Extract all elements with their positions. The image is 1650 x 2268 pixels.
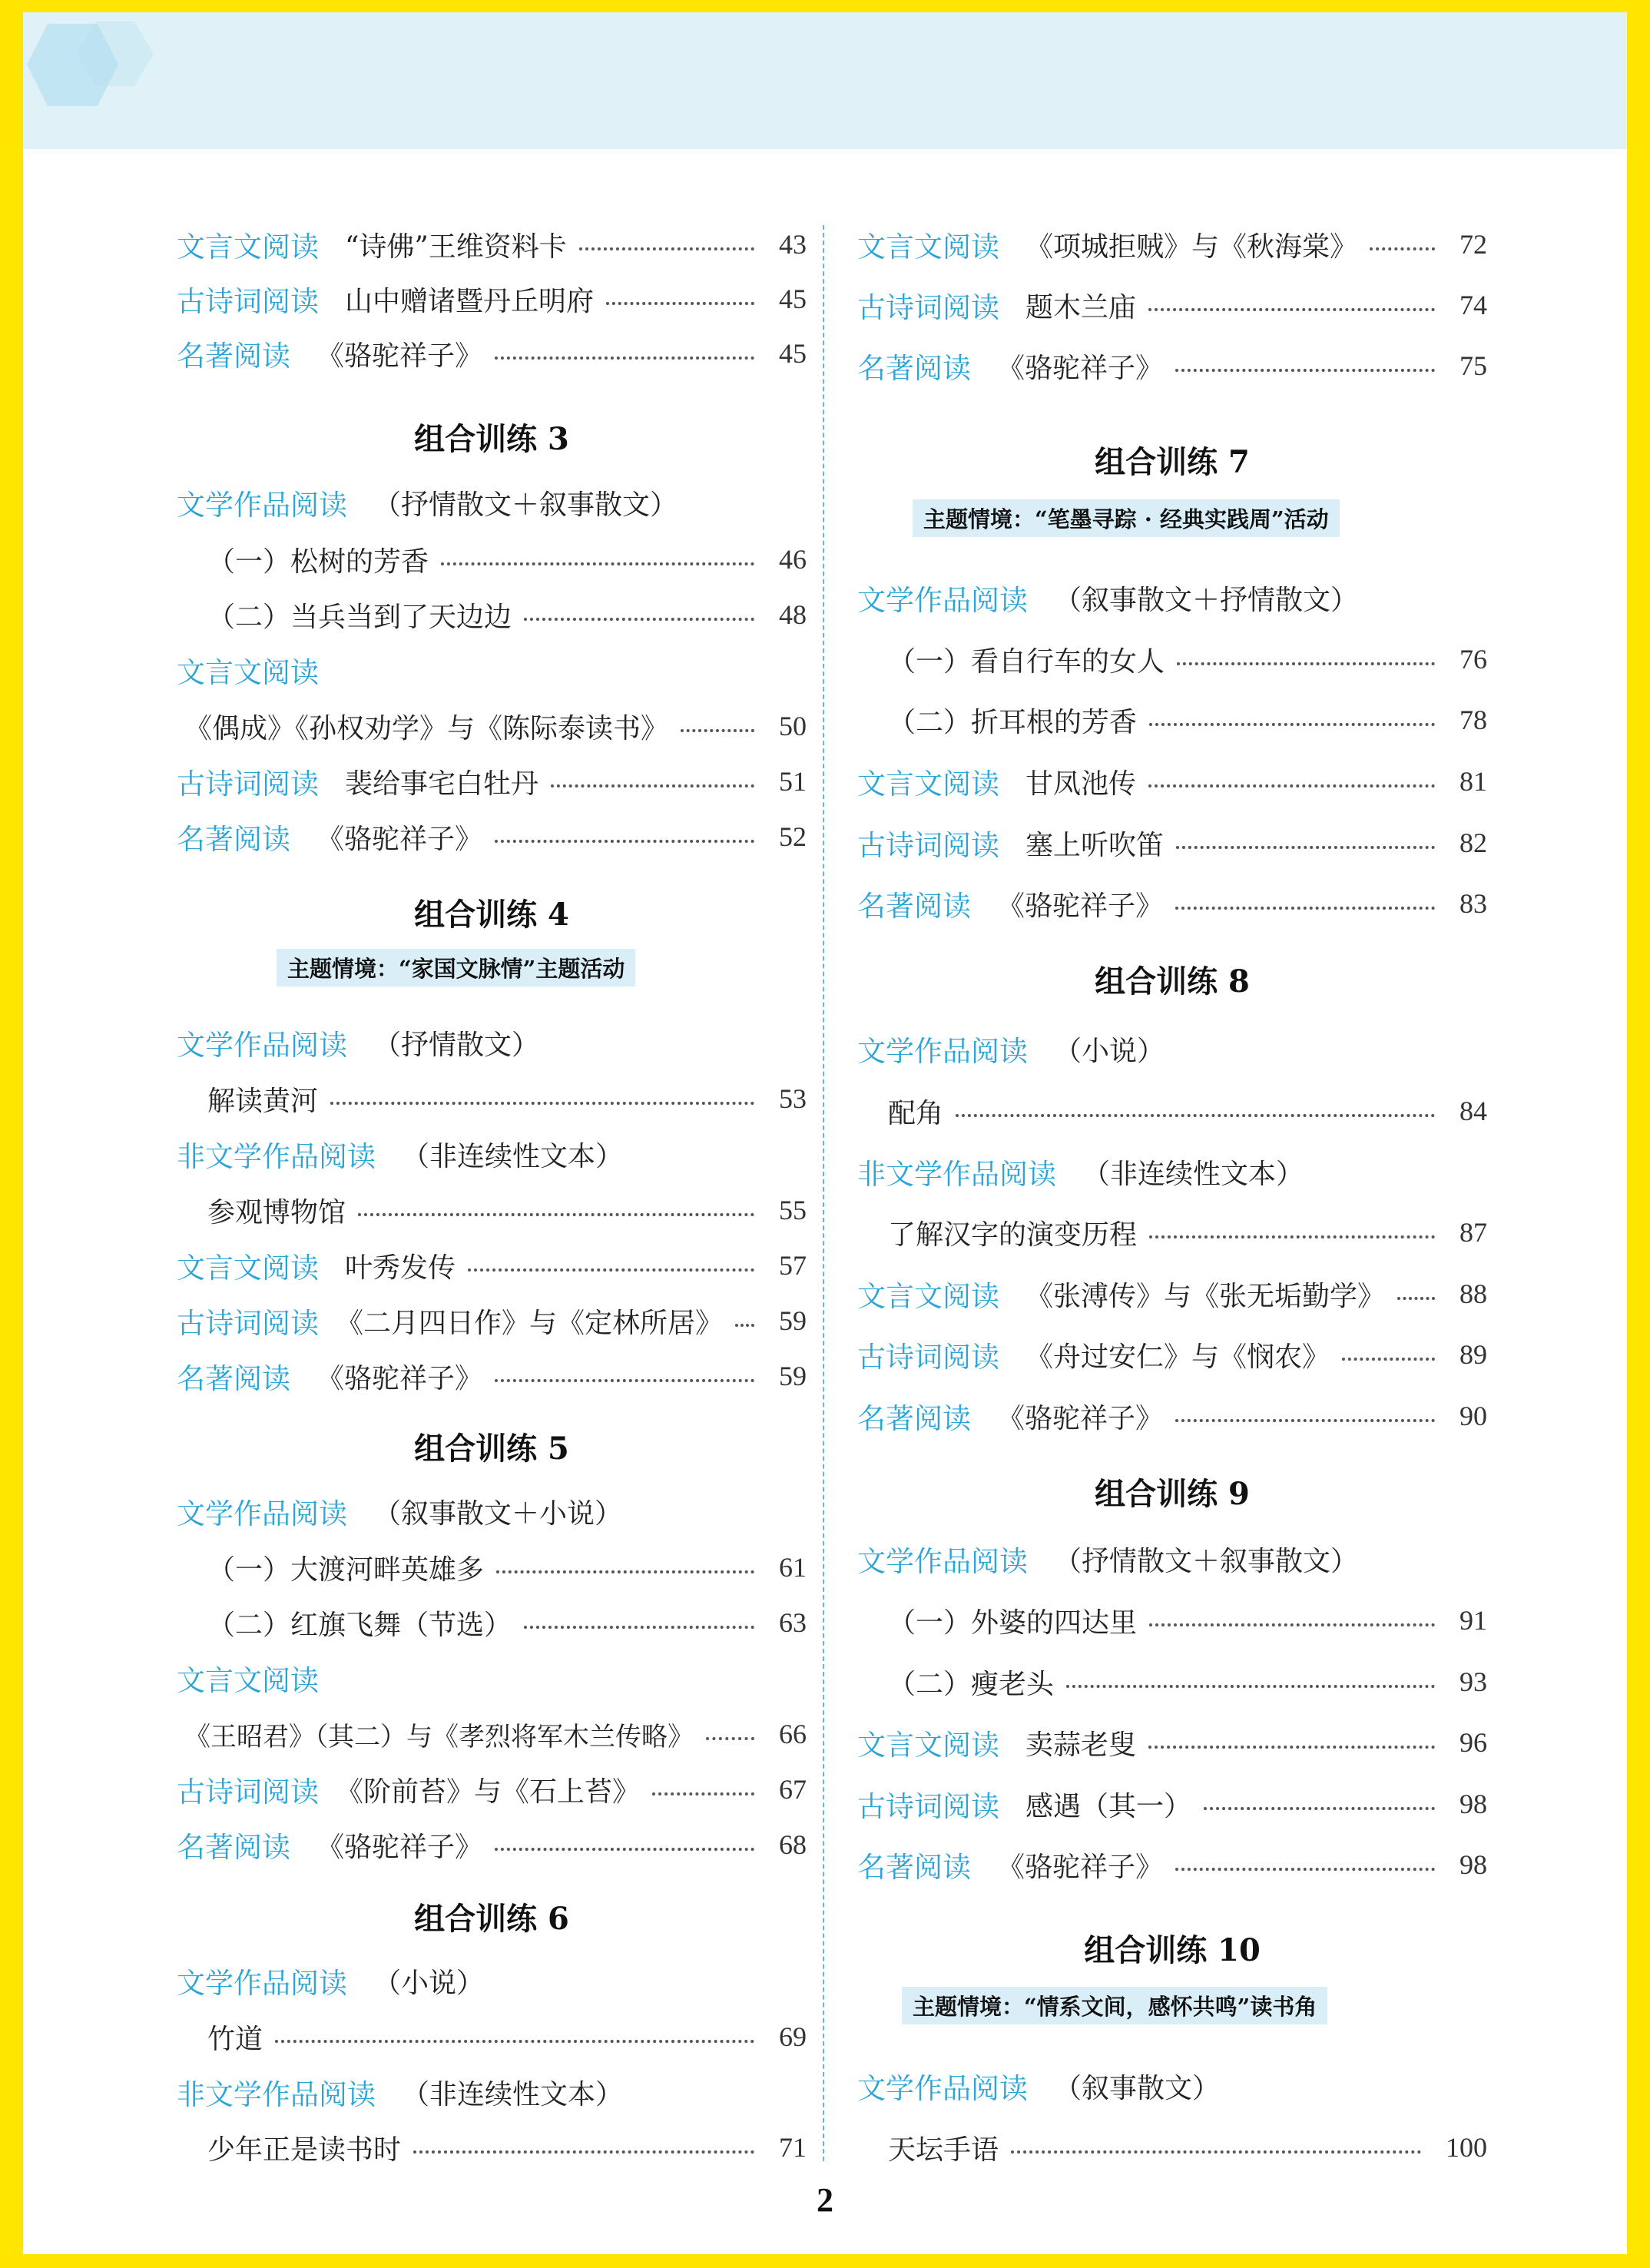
category-label: 名著阅读: [857, 352, 971, 385]
leader-dots: [1148, 1746, 1435, 1749]
entry-title: （二）当兵当到了天边边: [207, 601, 512, 633]
page-ref: 96: [1459, 1727, 1487, 1758]
leader-dots: [579, 247, 754, 250]
category-label: 古诗词阅读: [177, 285, 319, 318]
page-ref: 98: [1459, 1789, 1487, 1819]
toc-entry[interactable]: [177, 1709, 807, 1759]
page-ref: 46: [779, 544, 807, 575]
category-label: 名著阅读: [177, 1362, 290, 1395]
page-ref: 43: [779, 229, 807, 260]
toc-entry[interactable]: [857, 280, 1487, 330]
leader-dots: [441, 562, 754, 565]
toc-entry[interactable]: [177, 329, 807, 378]
entry-title: 《舟过安仁》与《悯农》: [1025, 1341, 1330, 1373]
category-label: 名著阅读: [857, 1402, 971, 1435]
leader-dots: [468, 1268, 754, 1272]
toc-entry[interactable]: [177, 535, 807, 584]
category-label: 古诗词阅读: [857, 829, 999, 862]
page-ref: 72: [1459, 229, 1487, 260]
genre-note: （非连续性文本）: [402, 1140, 624, 1172]
leader-dots: [956, 1114, 1435, 1117]
entry-title: 塞上听吹笛: [1025, 829, 1165, 861]
category-label: 古诗词阅读: [177, 768, 319, 801]
header-band: [23, 12, 1627, 149]
category-label: 古诗词阅读: [857, 1341, 999, 1374]
page-ref: 53: [779, 1083, 807, 1114]
leader-dots: [495, 1379, 754, 1382]
genre-note: （小说）: [1054, 1035, 1165, 1067]
toc-entry[interactable]: [857, 1596, 1487, 1645]
toc-entry[interactable]: [177, 1351, 807, 1401]
category-label: 文学作品阅读: [857, 1035, 1028, 1068]
toc-entry[interactable]: [177, 1765, 807, 1814]
leader-dots: [1370, 247, 1435, 250]
page-ref: 48: [779, 599, 807, 630]
leader-dots: [1204, 1807, 1435, 1810]
entry-title: （一）松树的芳香: [207, 545, 429, 578]
toc-entry[interactable]: [857, 879, 1487, 928]
toc-entry[interactable]: [177, 1241, 807, 1290]
leader-dots: [1066, 1685, 1435, 1688]
page-ref: 98: [1459, 1849, 1487, 1880]
leader-dots: [1176, 846, 1435, 849]
genre-note: （叙事散文）: [1054, 2072, 1221, 2104]
page-ref: 89: [1459, 1339, 1487, 1370]
leader-dots: [606, 302, 754, 305]
entry-title: 感遇（其一）: [1025, 1790, 1192, 1822]
toc-entry[interactable]: [857, 1330, 1487, 1379]
category-label: 文学作品阅读: [857, 1545, 1028, 1578]
entry-title: （二）红旗飞舞（节选）: [207, 1609, 512, 1641]
leader-dots: [495, 356, 754, 360]
entry-title: 《项城拒贼》与《秋海棠》: [1025, 230, 1358, 263]
entry-title: “诗佛”王维资料卡: [345, 230, 567, 263]
entry-title: 《偶成》《孙权劝学》与《陈际泰读书》: [184, 712, 669, 744]
toc-entry[interactable]: [177, 1185, 807, 1235]
toc-entry[interactable]: [857, 695, 1487, 744]
toc-entry[interactable]: [177, 590, 807, 639]
page-ref: 87: [1459, 1217, 1487, 1248]
toc-category: [177, 645, 807, 695]
leader-dots: [1342, 1358, 1435, 1361]
leader-dots: [1175, 369, 1435, 372]
section-heading: 组合训练 7: [1095, 444, 1250, 480]
toc-entry[interactable]: [177, 220, 807, 269]
page-ref: 83: [1459, 888, 1487, 919]
toc-entry[interactable]: [177, 1296, 807, 1345]
toc-entry[interactable]: [177, 274, 807, 323]
toc-entry[interactable]: [857, 341, 1487, 390]
toc-entry[interactable]: [857, 1779, 1487, 1829]
category-label: 名著阅读: [177, 340, 290, 373]
page-ref: 59: [779, 1361, 807, 1391]
leader-dots: [358, 1213, 754, 1216]
category-label: 名著阅读: [857, 1851, 971, 1884]
theme-banner: 主题情境：“情系文间，感怀共鸣”读书角: [902, 1987, 1327, 2024]
genre-note: （叙事散文＋小说）: [373, 1497, 623, 1530]
entry-title: 《骆驼祥子》: [316, 823, 483, 855]
category-label: 名著阅读: [857, 890, 971, 923]
page-ref: 74: [1459, 290, 1487, 320]
toc-entry[interactable]: [177, 2012, 807, 2061]
page: [23, 12, 1627, 2254]
genre-note: （叙事散文＋抒情散文）: [1054, 584, 1359, 616]
toc-entry[interactable]: [177, 1820, 807, 1869]
page-ref: 90: [1459, 1401, 1487, 1431]
page-ref: 63: [779, 1607, 807, 1638]
toc-category: [177, 478, 807, 527]
leader-dots: [1149, 1623, 1435, 1626]
toc-category: [857, 573, 1487, 622]
entry-title: 《王昭君》（其二）与《孝烈将军木兰传略》: [184, 1721, 694, 1752]
category-label: 文言文阅读: [857, 1280, 999, 1313]
entry-title: 《骆驼祥子》: [997, 1851, 1164, 1883]
entry-title: 天坛手语: [888, 2134, 999, 2166]
toc-entry[interactable]: [857, 1086, 1487, 1136]
entry-title: （二）折耳根的芳香: [888, 706, 1138, 738]
category-label: 古诗词阅读: [857, 1790, 999, 1823]
genre-note: （抒情散文＋叙事散文）: [1054, 1545, 1359, 1577]
entry-title: 甘凤池传: [1025, 768, 1137, 800]
leader-dots: [524, 618, 754, 621]
toc-entry[interactable]: [857, 818, 1487, 867]
toc-category: [177, 1956, 807, 2005]
category-label: 非文学作品阅读: [177, 2078, 376, 2111]
leader-dots: [330, 1102, 754, 1105]
section-heading: 组合训练 9: [1095, 1476, 1250, 1512]
page-number: 2: [817, 2181, 833, 2219]
entry-title: 《骆驼祥子》: [997, 1402, 1164, 1434]
toc-entry[interactable]: [857, 757, 1487, 806]
page-ref: 75: [1459, 350, 1487, 381]
toc-category: [857, 1024, 1487, 1073]
toc-entry[interactable]: [177, 812, 807, 861]
page-ref: 59: [779, 1305, 807, 1336]
leader-dots: [681, 729, 754, 732]
theme-banner: 主题情境：“笔墨寻踪 · 经典实践周”活动: [913, 499, 1340, 537]
toc-category: [857, 1534, 1487, 1583]
category-label: 文言文阅读: [857, 230, 999, 264]
category-label: 非文学作品阅读: [177, 1140, 376, 1173]
leader-dots: [1149, 1235, 1435, 1238]
genre-note: （抒情散文）: [373, 1029, 540, 1061]
entry-title: 少年正是读书时: [207, 2134, 402, 2166]
page-ref: 57: [779, 1250, 807, 1281]
leader-dots: [1397, 1297, 1435, 1300]
page-ref: 45: [779, 338, 807, 369]
entry-title: 竹道: [207, 2023, 263, 2055]
page-ref: 50: [779, 711, 807, 741]
category-label: 文学作品阅读: [857, 2072, 1028, 2105]
section-heading: 组合训练 6: [414, 1901, 569, 1937]
section-heading: 组合训练 4: [414, 897, 569, 933]
section-heading: 组合训练 8: [1095, 963, 1250, 1000]
entry-title: 《二月四日作》与《定林所居》: [336, 1307, 724, 1339]
page-ref: 91: [1459, 1605, 1487, 1636]
section-heading: 组合训练 3: [414, 421, 569, 457]
page-ref: 68: [779, 1829, 807, 1860]
entry-title: （一）大渡河畔英雄多: [207, 1553, 485, 1586]
toc-category: [177, 1653, 807, 1703]
page-ref: 55: [779, 1195, 807, 1225]
leader-dots: [524, 1626, 754, 1629]
category-label: 文学作品阅读: [857, 584, 1028, 617]
section-heading: 组合训练 5: [414, 1431, 569, 1467]
page-ref: 78: [1459, 705, 1487, 735]
leader-dots: [495, 840, 754, 843]
entry-title: 《张溥传》与《张无垢勤学》: [1025, 1280, 1386, 1312]
theme-banner: 主题情境：“家国文脉情”主题活动: [277, 949, 635, 986]
entry-title: 解读黄河: [207, 1085, 319, 1117]
genre-note: （小说）: [373, 1967, 485, 1999]
toc-category: [177, 1487, 807, 1536]
entry-title: 卖蒜老叟: [1025, 1729, 1137, 1761]
category-label: 古诗词阅读: [857, 291, 999, 324]
leader-dots: [1148, 308, 1435, 311]
category-label: 文学作品阅读: [177, 1029, 347, 1062]
section-heading: 组合训练 10: [1084, 1932, 1261, 1968]
page-ref: 52: [779, 821, 807, 852]
entry-title: （二）瘦老头: [888, 1668, 1055, 1700]
category-label: 古诗词阅读: [177, 1776, 319, 1809]
genre-note: （非连续性文本）: [1082, 1158, 1304, 1190]
toc-category: [857, 1147, 1487, 1196]
toc-entry[interactable]: [177, 2123, 807, 2172]
toc-category: [177, 1018, 807, 1067]
page-ref: 76: [1459, 644, 1487, 675]
entry-title: 参观博物馆: [207, 1196, 346, 1228]
entry-title: 《骆驼祥子》: [316, 1362, 483, 1394]
category-label: 文言文阅读: [177, 656, 319, 689]
entry-title: 《骆驼祥子》: [997, 352, 1164, 384]
leader-dots: [1148, 784, 1435, 788]
leader-dots: [1177, 662, 1435, 665]
genre-note: （非连续性文本）: [402, 2078, 624, 2110]
page-ref: 71: [779, 2132, 807, 2163]
toc-category: [177, 2067, 807, 2117]
entry-title: 《阶前苔》与《石上苔》: [336, 1776, 641, 1808]
toc-category: [857, 2061, 1487, 2110]
leader-dots: [275, 2040, 754, 2043]
toc-entry[interactable]: [857, 1269, 1487, 1318]
leader-dots: [1175, 1868, 1435, 1871]
category-label: 文言文阅读: [857, 768, 999, 801]
entry-title: 题木兰庙: [1025, 291, 1137, 323]
page-ref: 45: [779, 284, 807, 314]
toc-entry[interactable]: [177, 757, 807, 806]
entry-title: 《骆驼祥子》: [316, 340, 483, 372]
page-ref: 66: [779, 1719, 807, 1749]
toc-entry[interactable]: [857, 1840, 1487, 1889]
toc-entry[interactable]: [857, 1718, 1487, 1767]
category-label: 文学作品阅读: [177, 1967, 347, 2000]
leader-dots: [1175, 907, 1435, 910]
toc-entry[interactable]: [857, 2123, 1487, 2172]
entry-title: （一）外婆的四达里: [888, 1606, 1138, 1639]
category-label: 文言文阅读: [177, 230, 319, 264]
leader-dots: [706, 1737, 754, 1740]
page-ref: 67: [779, 1774, 807, 1805]
entry-title: 《骆驼祥子》: [997, 890, 1164, 922]
category-label: 文言文阅读: [177, 1664, 319, 1697]
category-label: 文学作品阅读: [177, 1497, 347, 1530]
toc-entry[interactable]: [857, 1657, 1487, 1706]
hexagon-decoration-icon: [23, 12, 223, 143]
entry-title: 了解汉字的演变历程: [888, 1219, 1138, 1251]
entry-title: 叶秀发传: [345, 1252, 456, 1284]
entry-title: 山中赠诸暨丹丘明府: [345, 285, 595, 317]
category-label: 名著阅读: [177, 1831, 290, 1864]
leader-dots: [1011, 2150, 1421, 2154]
page-ref: 100: [1446, 2132, 1487, 2163]
entry-title: 裴给事宅白牡丹: [345, 768, 539, 800]
toc-entry[interactable]: [857, 1391, 1487, 1441]
leader-dots: [496, 1570, 754, 1573]
genre-note: （抒情散文＋叙事散文）: [373, 489, 678, 521]
toc-entry[interactable]: [177, 1074, 807, 1123]
leader-dots: [652, 1792, 754, 1796]
leader-dots: [413, 2150, 754, 2154]
toc-entry[interactable]: [177, 1543, 807, 1592]
leader-dots: [735, 1324, 754, 1327]
category-label: 古诗词阅读: [177, 1307, 319, 1340]
page-ref: 69: [779, 2021, 807, 2052]
entry-title: 《骆驼祥子》: [316, 1831, 483, 1863]
entry-title: （一）看自行车的女人: [888, 645, 1165, 678]
page-ref: 81: [1459, 766, 1487, 797]
page-ref: 84: [1459, 1096, 1487, 1126]
leader-dots: [495, 1848, 754, 1851]
page-ref: 61: [779, 1552, 807, 1583]
page-ref: 82: [1459, 827, 1487, 858]
page-ref: 88: [1459, 1278, 1487, 1309]
toc-category: [177, 1129, 807, 1179]
entry-title: 配角: [888, 1097, 944, 1129]
page-ref: 93: [1459, 1666, 1487, 1697]
column-divider: [823, 225, 824, 2161]
leader-dots: [1149, 723, 1435, 726]
toc-entry[interactable]: [857, 635, 1487, 684]
category-label: 非文学作品阅读: [857, 1158, 1056, 1191]
toc-entry[interactable]: [177, 1598, 807, 1647]
category-label: 文言文阅读: [177, 1252, 319, 1285]
leader-dots: [1175, 1419, 1435, 1422]
toc-entry[interactable]: [857, 220, 1487, 269]
leader-dots: [551, 784, 754, 788]
category-label: 文言文阅读: [857, 1729, 999, 1762]
toc-entry[interactable]: [857, 1208, 1487, 1257]
page-ref: 51: [779, 766, 807, 797]
category-label: 文学作品阅读: [177, 489, 347, 522]
category-label: 名著阅读: [177, 823, 290, 856]
toc-entry[interactable]: [177, 701, 807, 751]
